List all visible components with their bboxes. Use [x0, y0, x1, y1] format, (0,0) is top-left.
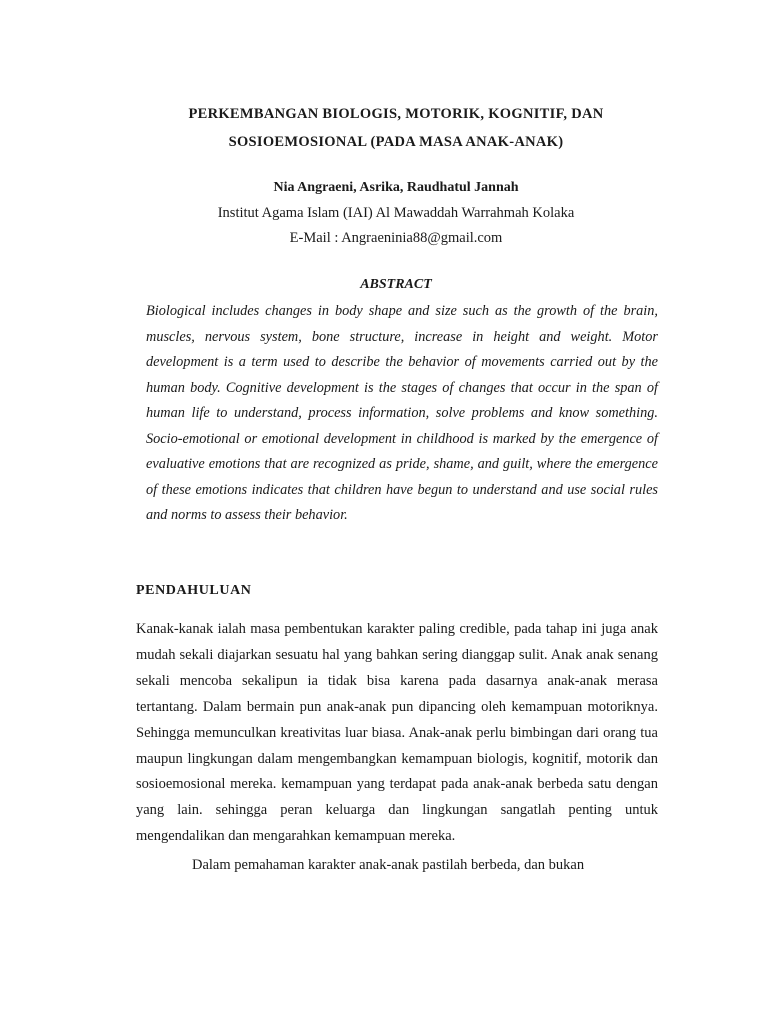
body-paragraph-2: Dalam pemahaman karakter anak-anak pastilah berbeda, dan bukan: [192, 857, 585, 874]
title-line-1: PERKEMBANGAN BIOLOGIS, MOTORIK, KOGNITIF, DAN: [188, 106, 604, 122]
title-line-2: SOSIOEMOSIONAL (PADA MASA ANAK-ANAK): [228, 134, 564, 150]
abstract-heading: ABSTRACT: [360, 277, 432, 292]
section-heading: PENDAHULUAN: [136, 583, 252, 598]
paper-title: [136, 100, 656, 156]
abstract-text: Biological includes changes in body shape and size such as the growth of the brain, muscles, nervous system, bone structure, increase in height and weight. Motor development is a term used to describe the behavior of movements carried out by the human body. Cognitive development is the stages of changes that occur in the span of human life to understand, process information, solve problems and know something. Socio-emotional or emotional development in childhood is marked by the emergence of evaluative emotions that are recognized as pride, shame, and guilt, where the emergence of these emotions indicates that children have begun to understand and use social rules and norms to assess their behavior.: [146, 303, 658, 523]
author-email: E-Mail : Angraeninia88@gmail.com: [289, 230, 503, 246]
body-text: [136, 617, 658, 879]
affiliation: Institut Agama Islam (IAI) Al Mawaddah Warrahmah Kolaka: [217, 205, 575, 221]
body-paragraph-1: Kanak-kanak ialah masa pembentukan karakter paling credible, pada tahap ini juga anak mudah sekali diajarkan sesuatu hal yang bahkan sering dianggap sulit. Anak anak senang sekali mencoba sekalipun ia tidak bisa karena pada dasarnya anak-anak merasa tertantang. Dalam bermain pun anak-anak pun dipancing oleh kemampuan motoriknya. Sehingga memunculkan kreativitas luar biasa. Anak-anak perlu bimbingan dari orang tua maupun lingkungan dalam mengembangkan kemampuan biologis, kognitif, motorik dan sosioemosional mereka. kemampuan yang terdapat pada anak-anak berbeda satu dengan yang lain. sehingga peran keluarga dan lingkungan sangatlah penting untuk mengendalikan dan mengarahkan kemampuan mereka.: [136, 621, 658, 845]
author-list: Nia Angraeni, Asrika, Raudhatul Jannah: [273, 180, 519, 195]
